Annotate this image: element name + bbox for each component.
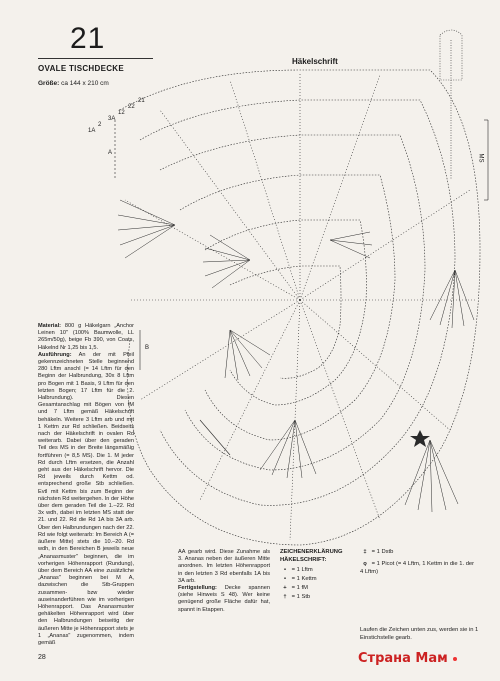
column2-text: AA gearb wird. Diese Zunahme als 3. Ananas neben der äußeren Mitte anordnen. Im letzten Höhenrapport in den letzten 3 Rd ebenfalls 1A bis 3A arb. bbox=[178, 549, 270, 584]
material-label: Material: bbox=[38, 323, 62, 329]
row-label: 22 bbox=[128, 104, 135, 110]
size-value: ca 144 x 210 cm bbox=[61, 80, 109, 87]
legend-item bbox=[280, 594, 310, 602]
legend-item-text: = 1 fM bbox=[291, 585, 308, 591]
legend-item-text: = 1 Stb bbox=[291, 594, 311, 600]
chain-stitch-icon: • bbox=[283, 567, 287, 573]
finish-text: Decke spannen (siehe Hinweis S 48). Wer keine genügend große Fläche dafür hat, spannt in Etappen. bbox=[178, 585, 270, 613]
instructions-column-2 bbox=[178, 549, 270, 614]
row-label: 3A bbox=[108, 116, 116, 122]
execution-text: An der mit Pfeil gekennzeichneten Stelle beginnend 280 Lftm anschl (= 14 Lftm für den Beginn der Halbrundung, 30x 8 Lftm pro Bogen mit 1 Basis, 9 Lftm für den letzten Bogen; 17 Lftm für die 2. Halbrundung). Diesen Gesamtanschlag mit Bögen von fM und 7 Lftm gemäß Häkelschrift behäkeln. Weitere 3 Lftm arb und mit 1 Kettm zur Rd schließen. Beidseits nach der Häkelschrift in ovalen Rd weiterarb. Dabei über den geraden Teil des MS in der Breite längsmäßig fortführen (= 8,5 MS). Die 1. M jeder Rd durch Lftm ersetzen, die Anzahl geht aus der Häkelschrift hervor. Die Rd jeweils durch Kettm od. entsprechend große Stb schließen. Evtl mit Kettm bis zum Beginn der nächsten Rd weitergehen. In der Höhe über dem geraden Teil die 1.–22. Rd 3x wdh, dabei im letzten MS statt der 21. und 22. Rd die Rd 1A bis 3A arb. Über den Halbrundungen nach der 22. Rd wie folgt weiterarb: Im Bereich A (= äußere Mitte) stets die 10.–20. Rd wdh, in den Bereichen B jeweils neue „Ananasmuster" beginnen, die im vorherigen Höhenrapport (Rundung), über dem Bereich AA eine zusätzliche „Ananas" beginnen bei M A, dazwischen die Stb-Gruppen zusammen- bzw wieder auseinanderführen wie im vorherigen Höhenrapport. Das Ananasmuster gehäkelten Höhenrapport wird über den Halbrundungen beiseitig der äußeren Mitte je Höhenrapport stets je 1 „Ananas" zugenommen, indem gemäß bbox=[38, 351, 134, 646]
legend-item bbox=[280, 567, 313, 575]
legend-item-text: = 1 Dstb bbox=[371, 549, 394, 555]
row-label: 1A bbox=[88, 128, 96, 134]
size-line bbox=[38, 80, 109, 87]
legend bbox=[280, 549, 480, 641]
watermark bbox=[358, 651, 458, 666]
legend-item bbox=[280, 576, 317, 584]
footer-page-number: 28 bbox=[38, 654, 46, 661]
legend-item-text: = 1 Lftm bbox=[291, 567, 313, 573]
b-label: B bbox=[145, 345, 150, 351]
legend-item-text: = 1 Kettm bbox=[291, 576, 317, 582]
instructions-column bbox=[38, 323, 134, 647]
legend-item bbox=[280, 585, 308, 593]
a-label: A bbox=[108, 150, 113, 156]
diagram-title: Häkelschrift bbox=[292, 57, 338, 66]
title-divider bbox=[38, 58, 153, 59]
pattern-title: OVALE TISCHDECKE bbox=[38, 64, 124, 73]
row-label: 2 bbox=[98, 122, 102, 128]
legend-item bbox=[360, 549, 393, 557]
row-label: 12 bbox=[118, 110, 125, 116]
legend-footer: Laufen die Zeichen unten zus, werden sie in 1 Einstichstelle gearb. bbox=[360, 627, 479, 641]
legend-item-text: = 1 Picot (= 4 Lftm, 1 Kettm in die 1. der 4 Lftm) bbox=[360, 561, 475, 575]
dot-icon bbox=[453, 657, 457, 661]
single-crochet-icon: + bbox=[283, 585, 287, 591]
size-label: Größe: bbox=[38, 80, 60, 87]
material-text: 800 g Häkelgarn „Anchor Leinen 10" (100% Baumwolle, LL 265m/50g), beige Fb 390, von Coats, Häkelnd Nr 1,25 bis 1,5. bbox=[38, 323, 134, 351]
legend-heading: ZEICHENERKLÄRUNG HÄKELSCHRIFT: bbox=[280, 549, 343, 563]
page-number: 21 bbox=[70, 22, 106, 55]
treble-crochet-icon: ‡ bbox=[363, 549, 367, 555]
execution-label: Ausführung: bbox=[38, 351, 72, 358]
row-label: 21 bbox=[138, 98, 145, 104]
picot-icon: ǫ bbox=[363, 561, 367, 567]
double-crochet-icon: † bbox=[283, 594, 287, 600]
watermark-text: Страна Мам bbox=[358, 651, 448, 666]
ms-label: MS bbox=[477, 153, 484, 163]
legend-item bbox=[360, 561, 478, 576]
slip-stitch-icon: • bbox=[283, 576, 287, 582]
finish-label: Fertigstellung: bbox=[178, 585, 217, 592]
